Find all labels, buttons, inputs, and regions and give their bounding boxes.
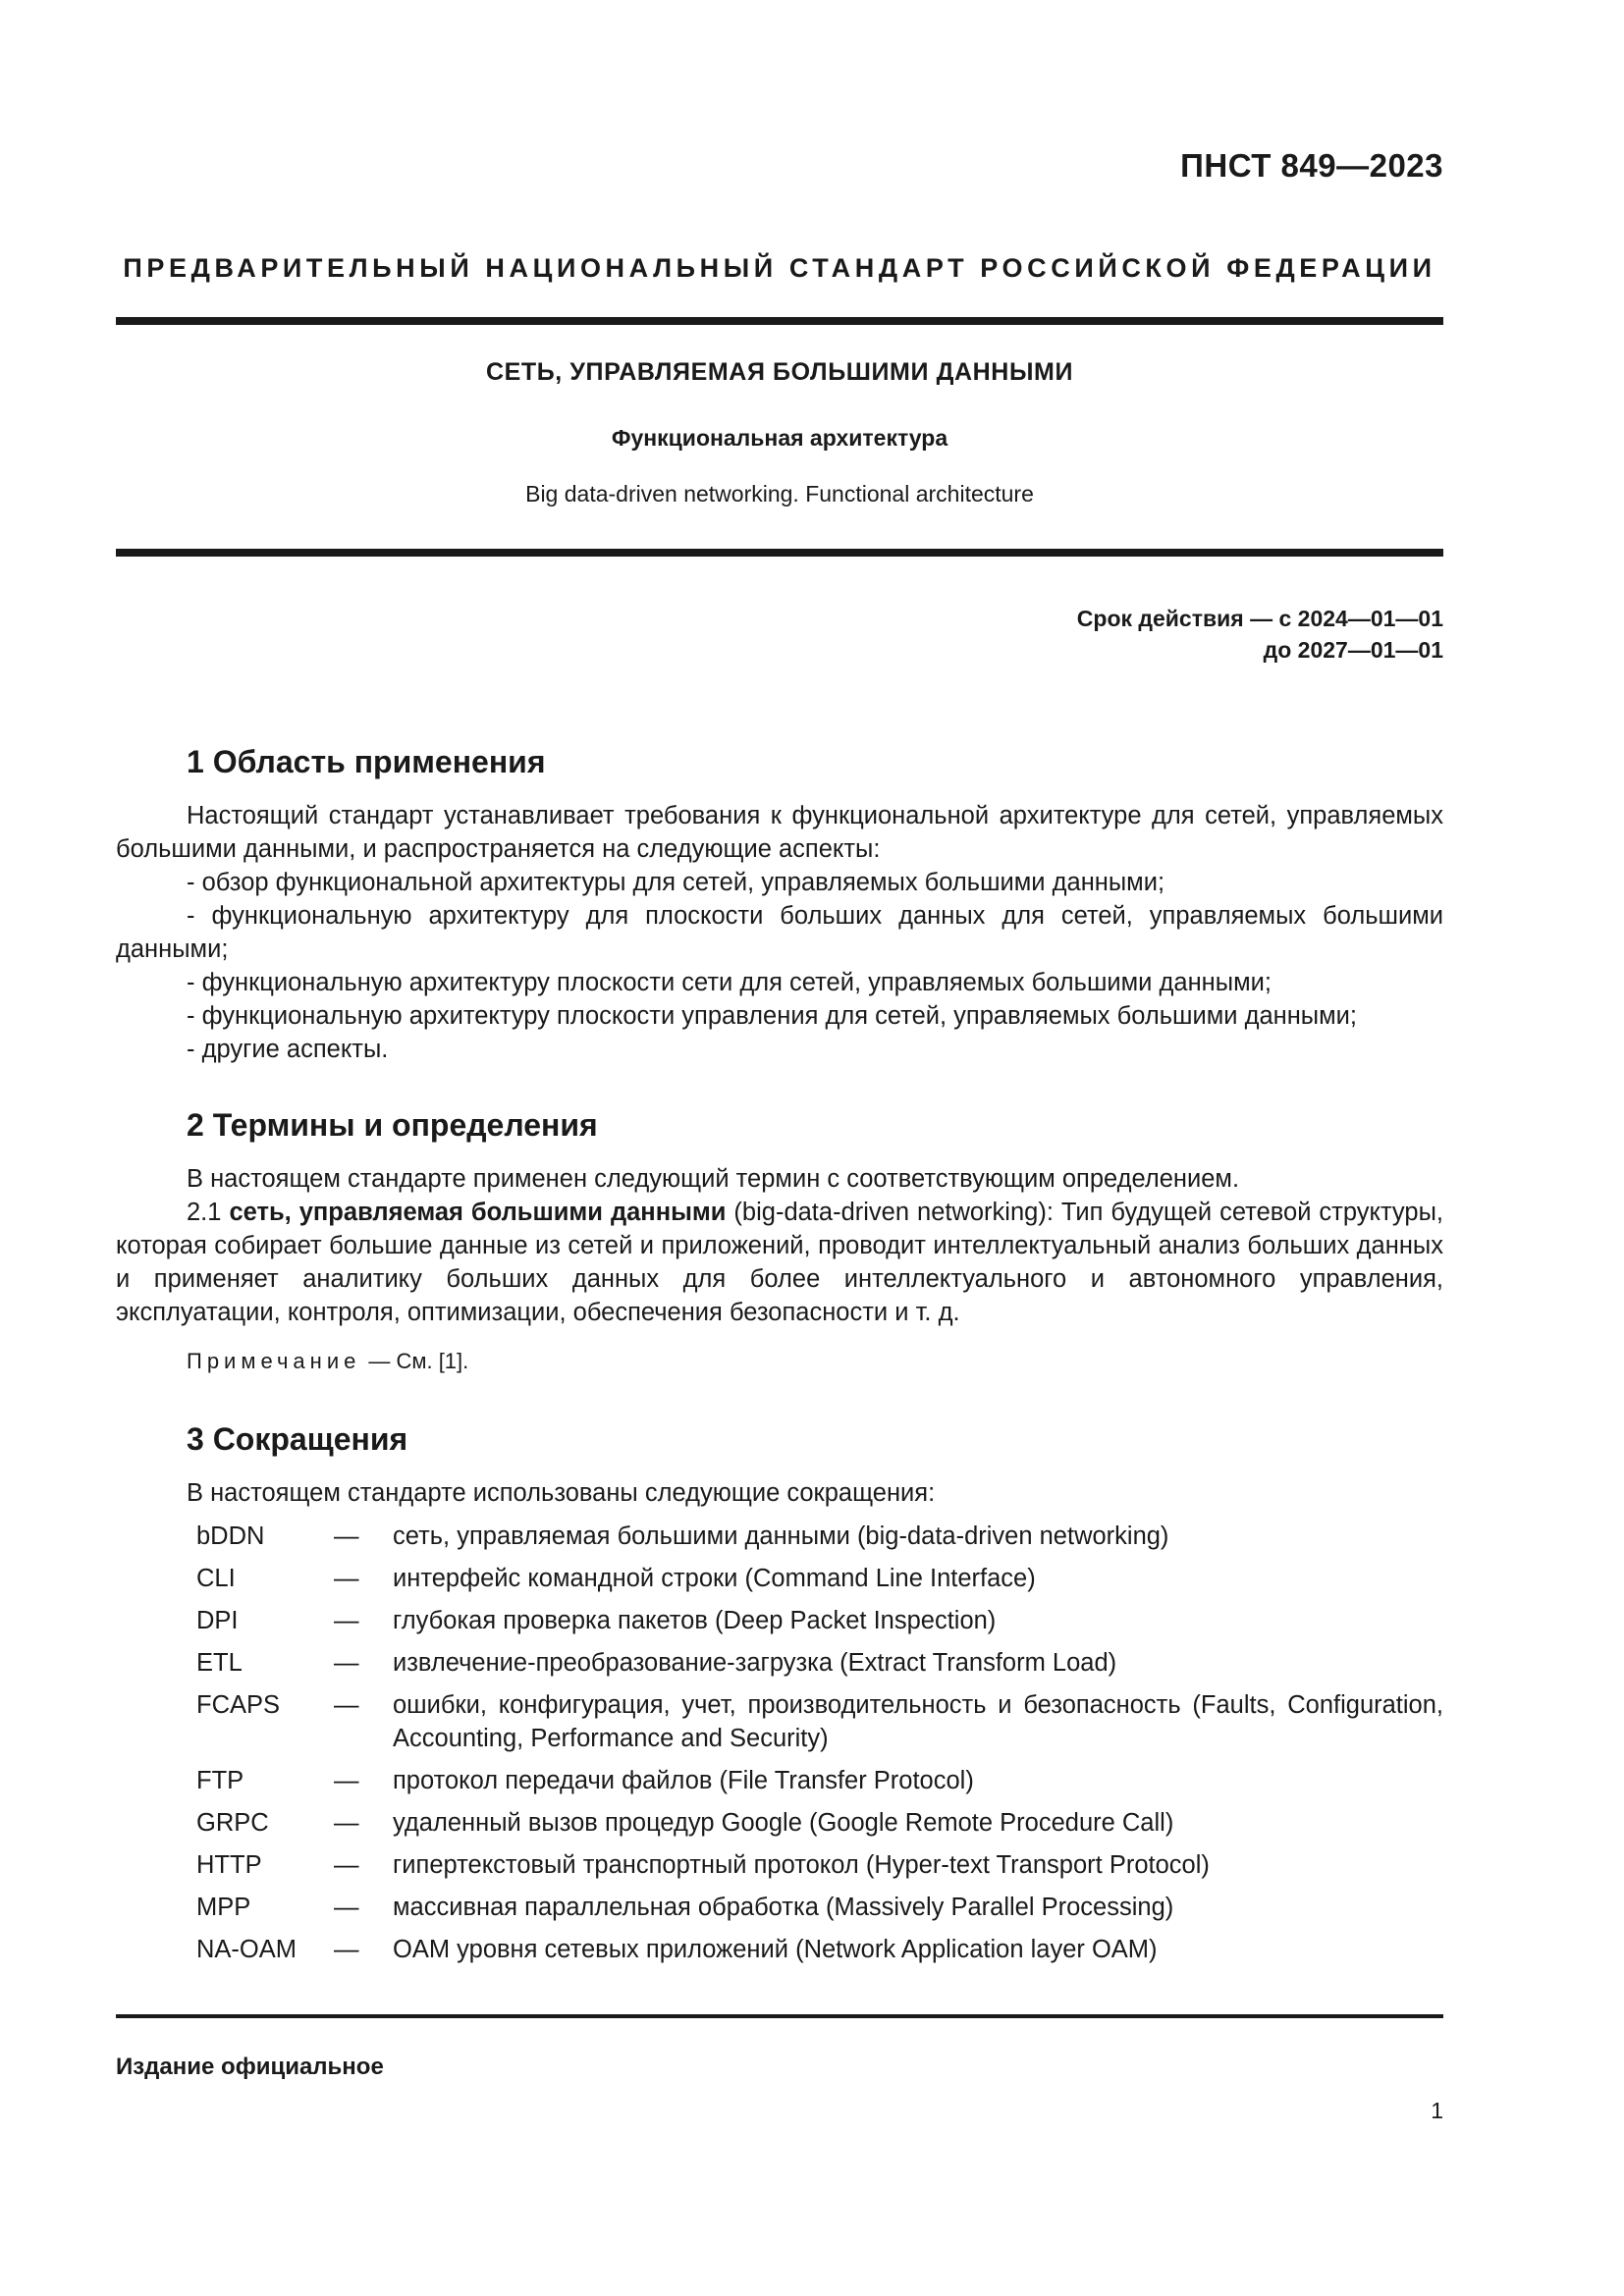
- abbreviation-term: bDDN: [196, 1522, 265, 1550]
- abbreviation-definition: сеть, управляемая большими данными (big-data-driven networking): [393, 1522, 1169, 1550]
- section-abbreviations: [116, 1419, 1443, 1975]
- abbreviation-dash: —: [334, 1894, 359, 1921]
- abbreviation-definition: удаленный вызов процедур Google (Google Remote Procedure Call): [393, 1809, 1174, 1837]
- abbreviation-dash: —: [334, 1767, 359, 1794]
- note: [187, 1345, 1443, 1378]
- abbreviation-term: CLI: [196, 1565, 236, 1592]
- abbreviation-row: [196, 1562, 1443, 1595]
- section-heading: 2 Термины и определения: [187, 1107, 598, 1143]
- document-code: ПНСТ 849—2023: [1180, 147, 1443, 184]
- footer-divider: [116, 2014, 1443, 2018]
- abbreviation-definition: ошибки, конфигурация, учет, производительность и безопасность (Faults, Configuration, Accounting, Performance and Security): [393, 1691, 1443, 1752]
- abbreviation-dash: —: [334, 1936, 359, 1963]
- section-heading: 1 Область применения: [187, 744, 546, 779]
- list-item: - обзор функциональной архитектуры для сетей, управляемых большими данными;: [187, 869, 1165, 896]
- abbreviation-dash: —: [334, 1522, 359, 1550]
- term: сеть, управляемая большими данными: [229, 1199, 727, 1226]
- abbreviation-row: [196, 1933, 1443, 1966]
- document-subtitle: Функциональная архитектура: [611, 425, 948, 451]
- title-divider: [116, 549, 1443, 557]
- abbreviation-definition: интерфейс командной строки (Command Line Interface): [393, 1565, 1036, 1592]
- list-item: - другие аспекты.: [187, 1036, 389, 1063]
- abbreviation-definition: массивная параллельная обработка (Massively Parallel Processing): [393, 1894, 1174, 1921]
- abbreviation-definition: гипертекстовый транспортный протокол (Hyper-text Transport Protocol): [393, 1851, 1210, 1879]
- term-number: 2.1: [187, 1199, 230, 1226]
- note-label: Примечание: [187, 1349, 361, 1373]
- list-item: - функциональную архитектуру плоскости сети для сетей, управляемых большими данными;: [187, 969, 1272, 996]
- abbreviation-row: [196, 1688, 1443, 1755]
- section-heading: 3 Сокращения: [187, 1421, 408, 1457]
- abbreviation-definition: глубокая проверка пакетов (Deep Packet Inspection): [393, 1607, 997, 1634]
- abbreviation-term: NA-OAM: [196, 1936, 297, 1963]
- abbreviation-term: MPP: [196, 1894, 251, 1921]
- abbreviation-row: [196, 1764, 1443, 1797]
- abbreviation-definition: извлечение-преобразование-загрузка (Extract Transform Load): [393, 1649, 1117, 1677]
- document-title: СЕТЬ, УПРАВЛЯЕМАЯ БОЛЬШИМИ ДАННЫМИ: [485, 358, 1074, 386]
- abbreviation-row: [196, 1848, 1443, 1882]
- section-intro: Настоящий стандарт устанавливает требования к функциональной архитектуре для сетей, управляемых большими данными, и распространяется на следующие аспекты:: [116, 802, 1443, 863]
- list-item: - функциональную архитектуру для плоскости больших данных для сетей, управляемых большими данными;: [116, 902, 1443, 963]
- english-title: Big data-driven networking. Functional architecture: [525, 481, 1034, 507]
- page-number: 1: [1431, 2098, 1443, 2123]
- note-text: — См. [1].: [368, 1349, 469, 1373]
- abbreviation-row: [196, 1646, 1443, 1680]
- abbreviation-dash: —: [334, 1649, 359, 1677]
- abbreviation-term: GRPC: [196, 1809, 269, 1837]
- abbreviation-row: [196, 1806, 1443, 1840]
- abbreviation-term: ETL: [196, 1649, 243, 1677]
- edition-label: Издание официальное: [116, 2054, 384, 2080]
- term-definition: (big-data-driven networking): Тип будущей сетевой структуры, которая собирает большие данные из сетей и приложений, проводит интеллектуальный анализ больших данных и применяет аналитику больших данных для более интеллектуального и автономного управления, эксплуатации, контроля, оптимизации, обеспечения безопасности и т. д.: [116, 1199, 1443, 1326]
- validity-start: Срок действия — с 2024—01—01: [1076, 606, 1443, 631]
- abbreviation-row: [196, 1891, 1443, 1924]
- section-intro: В настоящем стандарте применен следующий термин с соответствующим определением.: [187, 1165, 1240, 1193]
- abbreviation-term: DPI: [196, 1607, 239, 1634]
- abbreviation-dash: —: [334, 1565, 359, 1592]
- section-intro: В настоящем стандарте использованы следующие сокращения:: [187, 1479, 936, 1507]
- abbreviation-term: HTTP: [196, 1851, 262, 1879]
- abbreviation-dash: —: [334, 1809, 359, 1837]
- abbreviation-definition: OAM уровня сетевых приложений (Network Application layer OAM): [393, 1936, 1158, 1963]
- validity-end: до 2027—01—01: [1263, 637, 1443, 663]
- abbreviation-dash: —: [334, 1607, 359, 1634]
- term-definition-paragraph: [116, 1196, 1443, 1329]
- abbreviation-row: [196, 1520, 1443, 1553]
- validity-period: [1077, 603, 1443, 666]
- abbreviation-list: [196, 1520, 1443, 1966]
- abbreviation-dash: —: [334, 1851, 359, 1879]
- section-terms: [116, 1105, 1443, 1378]
- top-divider: [116, 317, 1443, 325]
- standard-type-heading: ПРЕДВАРИТЕЛЬНЫЙ НАЦИОНАЛЬНЫЙ СТАНДАРТ РОССИЙСКОЙ ФЕДЕРАЦИИ: [123, 253, 1436, 283]
- abbreviation-term: FCAPS: [196, 1691, 281, 1719]
- abbreviation-term: FTP: [196, 1767, 244, 1794]
- document-page: [116, 0, 1443, 2296]
- section-scope: [116, 742, 1443, 1066]
- abbreviation-definition: протокол передачи файлов (File Transfer Protocol): [393, 1767, 974, 1794]
- list-item: - функциональную архитектуру плоскости управления для сетей, управляемых большими данными;: [187, 1002, 1358, 1030]
- abbreviation-row: [196, 1604, 1443, 1637]
- abbreviation-dash: —: [334, 1691, 359, 1719]
